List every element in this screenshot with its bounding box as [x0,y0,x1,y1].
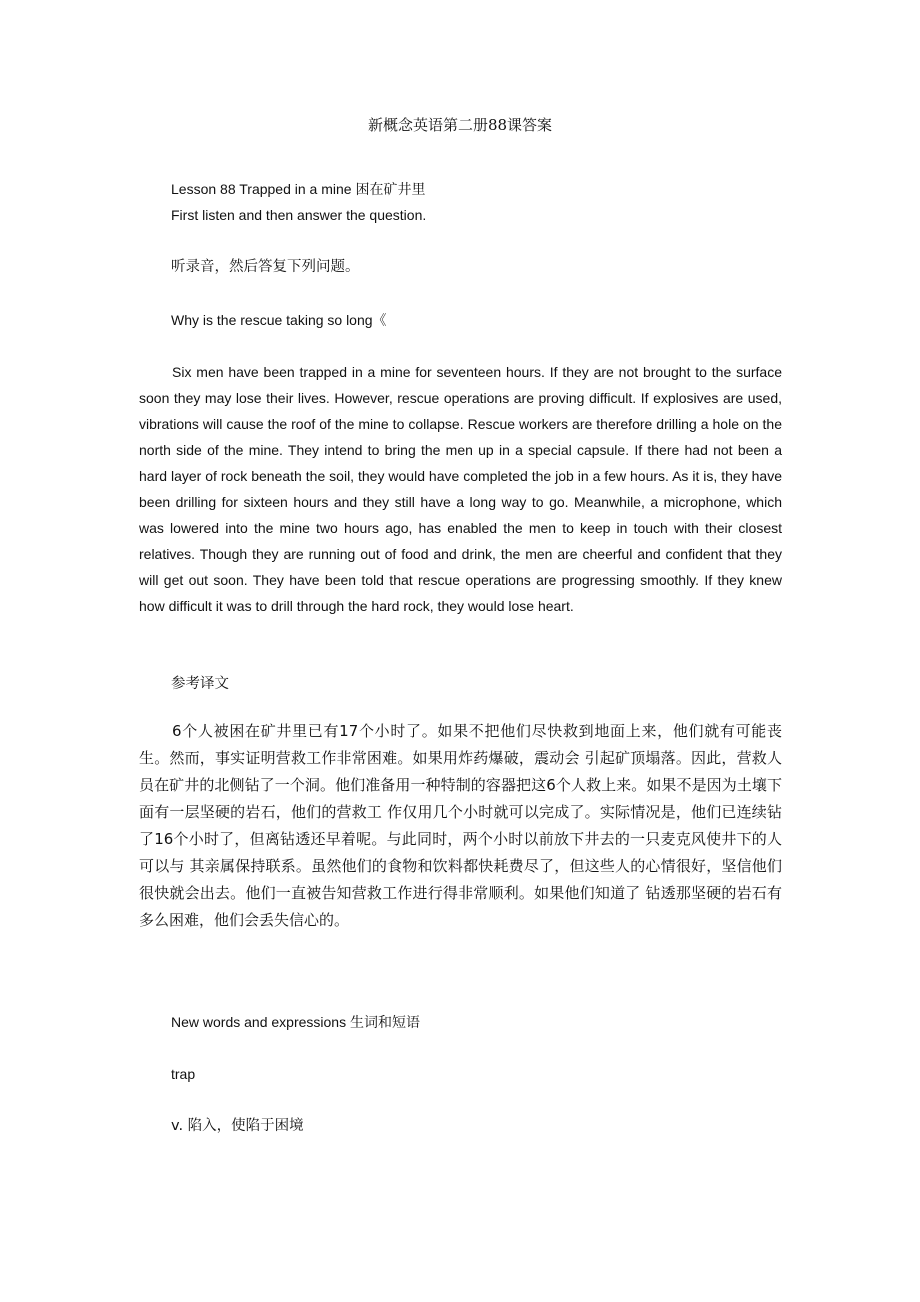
document-title: 新概念英语第二册88课答案 [367,116,553,134]
instruction-chinese: 听录音，然后答复下列问题。 [171,259,360,275]
translation-heading: 参考译文 [171,676,229,692]
vocabulary-word: trap [171,1066,196,1082]
instruction-english: First listen and then answer the question. [171,207,427,223]
passage-chinese: 6个人被困在矿井里已有17个小时了。如果不把他们尽快救到地面上来，他们就有可能丧生。然而，事实证明营救工作非常困难。如果用炸药爆破，震动会 引起矿顶塌落。因此，营救人员在矿井的北侧钻了一个洞。他们准备用一种特制的容器把这6个人救上来。如果不是因为土壤下面有一层坚硬的岩石，他们的营救工 作仅用几个小时就可以完成了。实际情况是，他们已连续钻了16个小时了，但离钻透还早着呢。与此同时，两个小时以前放下井去的一只麦克风使井下的人可以与 其亲属保持联系。虽然他们的食物和饮料都快耗费尽了，但这些人的心情很好，坚信他们很快就会出去。他们一直被告知营救工作进行得非常顺利。如果他们知道了 钻透那坚硬的岩石有多么困难，他们会丢失信心的。 [139,722,782,929]
lesson-heading: Lesson 88 Trapped in a mine 困在矿井里 [171,181,426,197]
passage-english: Six men have been trapped in a mine for seventeen hours. If they are not brought to the surface soon they may lose their lives. However, rescue operations are proving difficult. If explosives are used, vibrations will cause the roof of the mine to collapse. Rescue workers are therefore drilling a hole on the north side of the mine. They intend to bring the men up in a special capsule. If there had not been a hard layer of rock beneath the soil, they would have completed the job in a few hours. As it is, they have been drilling for sixteen hours and they still have a long way to go. Meanwhile, a microphone, which was lowered into the mine two hours ago, has enabled the men to keep in touch with their closest relatives. Though they are running out of food and drink, the men are cheerful and confident that they will get out soon. They have been told that rescue operations are progressing smoothly. If they knew how difficult it was to drill through the hard rock, they would lose heart. [139,364,782,614]
question: Why is the rescue taking so long《 [171,312,387,328]
vocabulary-definition: v. 陷入，使陷于困境 [171,1118,304,1134]
vocabulary-heading: New words and expressions 生词和短语 [171,1014,420,1030]
